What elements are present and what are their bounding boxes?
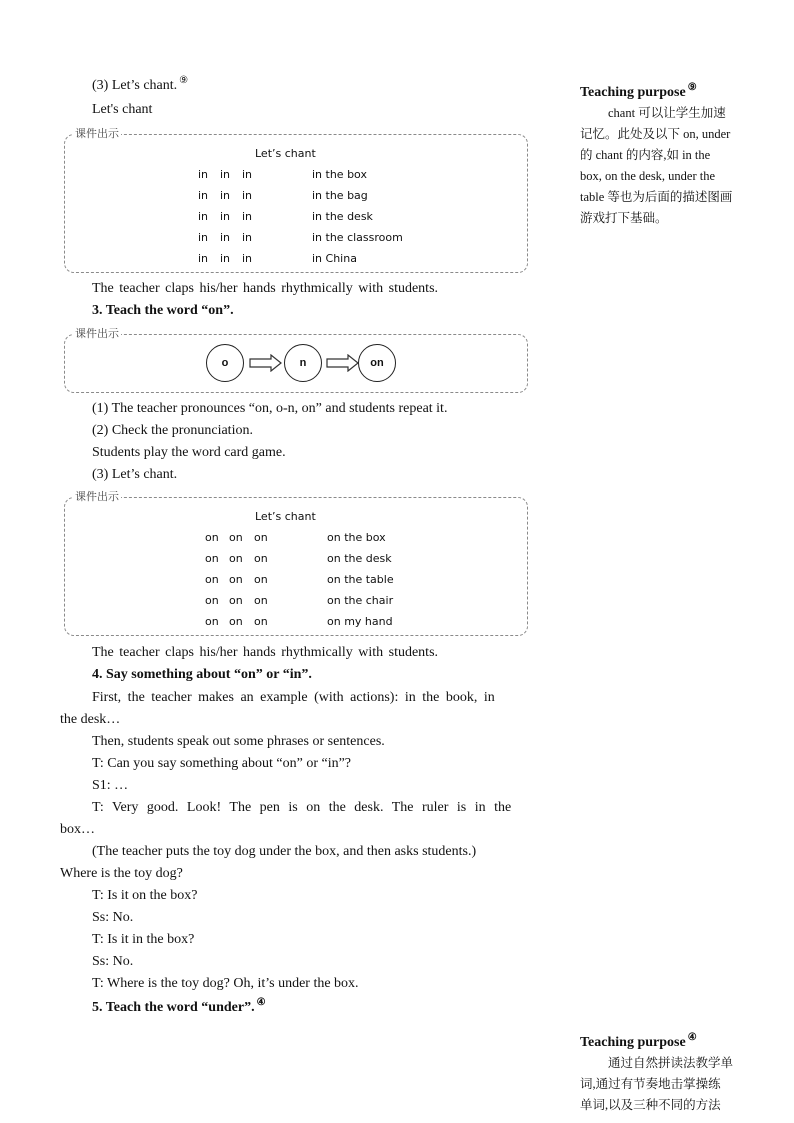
chant-word: on — [229, 573, 243, 586]
letter-circle-n: n — [284, 344, 322, 382]
dialogue-line: T: Is it in the box? — [92, 932, 195, 947]
chant-word: on — [229, 615, 243, 628]
chant-word: on — [205, 531, 219, 544]
dialogue-line: Ss: No. — [92, 954, 134, 969]
paragraph-line: Where is the toy dog? — [60, 866, 183, 881]
chant-word: on — [254, 594, 268, 607]
chant-word: on — [229, 594, 243, 607]
chant-word: in — [242, 252, 253, 265]
dialogue-line: Ss: No. — [92, 910, 134, 925]
footnote-marker: ④ — [256, 997, 266, 1009]
word-circle-on: on — [358, 344, 396, 382]
paragraph-line: the desk… — [60, 712, 121, 727]
note-line: 单词,以及三种不同的方法 — [580, 1098, 721, 1112]
chant-word: in — [220, 168, 231, 181]
teaching-purpose-heading: Teaching purpose ⑨ — [580, 82, 697, 100]
chant-phrase: in the desk — [312, 210, 373, 223]
note-line: 的 chant 的内容,如 in the — [580, 148, 711, 162]
chant-word: in — [220, 189, 231, 202]
chant-phrase: on the desk — [327, 552, 392, 565]
step-check: (2) Check the pronunciation. — [92, 423, 253, 438]
dialogue-line: T: Where is the toy dog? Oh, it’s under the box. — [92, 976, 359, 991]
chant-word: in — [220, 231, 231, 244]
chant-word: in — [242, 189, 253, 202]
note-line: box, on the desk, under the — [580, 169, 716, 183]
dialogue-line: T: Very good. Look! The pen is on the desk. The ruler is in the — [92, 800, 512, 815]
chant-word: on — [205, 594, 219, 607]
chant-word: on — [205, 615, 219, 628]
chant-phrase: on my hand — [327, 615, 393, 628]
note-line: table 等也为后面的描述图画 — [580, 190, 733, 204]
courseware-box-in-chant — [64, 127, 528, 273]
arrow-right-icon — [326, 354, 360, 372]
chant-heading-in: (3) Let’s chant. ⑨ — [92, 75, 189, 93]
note-line: 词,通过有节奏地击掌操练 — [580, 1077, 721, 1091]
chant-word: on — [205, 573, 219, 586]
chant-phrase: on the table — [327, 573, 394, 586]
chant-title: Let’s chant — [255, 510, 316, 523]
paragraph-line: (The teacher puts the toy dog under the box, and then asks students.) — [92, 844, 477, 859]
claps-instruction: The teacher claps his/her hands rhythmically with students. — [92, 281, 439, 296]
courseware-tag: 课件出示 — [75, 327, 119, 340]
dialogue-line: S1: … — [92, 778, 129, 793]
chant-word: on — [229, 552, 243, 565]
chant-word: on — [205, 552, 219, 565]
paragraph-line: First, the teacher makes an example (with actions): in the book, in — [92, 690, 495, 705]
chant-word: on — [254, 615, 268, 628]
chant-phrase: in China — [312, 252, 357, 265]
teaching-purpose-heading: Teaching purpose ④ — [580, 1032, 697, 1050]
chant-word: on — [254, 573, 268, 586]
claps-instruction: The teacher claps his/her hands rhythmically with students. — [92, 645, 439, 660]
footnote-marker: ⑨ — [179, 75, 189, 87]
dialogue-line: T: Is it on the box? — [92, 888, 198, 903]
chant-phrase: on the box — [327, 531, 386, 544]
letter-circle-o: o — [206, 344, 244, 382]
section-heading-say-something: 4. Say something about “on” or “in”. — [92, 667, 312, 682]
arrow-right-icon — [249, 354, 283, 372]
dialogue-line: box… — [60, 822, 95, 837]
courseware-box-phonics — [64, 327, 528, 393]
chant-word: in — [198, 252, 209, 265]
chant-word: in — [198, 231, 209, 244]
courseware-box-on-chant — [64, 490, 528, 636]
chant-phrase: on the chair — [327, 594, 394, 607]
chant-word: on — [229, 531, 243, 544]
note-line: 记忆。此处及以下 on, under — [580, 127, 731, 141]
chant-phrase: in the classroom — [312, 231, 403, 244]
teaching-purpose-note-1 — [580, 82, 750, 229]
note-line: 游戏打下基础。 — [580, 211, 668, 225]
chant-word: in — [220, 210, 231, 223]
chant-phrase: in the bag — [312, 189, 368, 202]
dialogue-line: T: Can you say something about “on” or “in”? — [92, 756, 352, 771]
chant-word: in — [242, 210, 253, 223]
courseware-tag: 课件出示 — [75, 127, 119, 140]
chant-word: in — [220, 252, 231, 265]
lets-chant-label: Let's chant — [92, 102, 153, 117]
chant-word: in — [242, 231, 253, 244]
chant-word: in — [198, 189, 209, 202]
chant-title: Let’s chant — [255, 147, 316, 160]
section-heading-on: 3. Teach the word “on”. — [92, 303, 234, 318]
footnote-marker: ④ — [687, 1032, 697, 1044]
chant-word: in — [198, 168, 209, 181]
note-line: 通过自然拼读法教学单 — [608, 1056, 734, 1070]
teaching-purpose-note-2 — [580, 1032, 750, 1116]
chant-word: on — [254, 552, 268, 565]
chant-phrase: in the box — [312, 168, 367, 181]
chant-word: in — [242, 168, 253, 181]
step-pronounce: (1) The teacher pronounces “on, o-n, on” and students repeat it. — [92, 401, 448, 416]
footnote-marker: ⑨ — [687, 82, 697, 94]
chant-word: in — [198, 210, 209, 223]
chant-word: on — [254, 531, 268, 544]
note-line: chant 可以让学生加速 — [608, 106, 726, 120]
section-heading-under: 5. Teach the word “under”. ④ — [92, 997, 266, 1015]
step-card-game: Students play the word card game. — [92, 445, 286, 460]
courseware-tag: 课件出示 — [75, 490, 119, 503]
step-chant: (3) Let’s chant. — [92, 467, 178, 482]
paragraph-line: Then, students speak out some phrases or sentences. — [92, 734, 385, 749]
